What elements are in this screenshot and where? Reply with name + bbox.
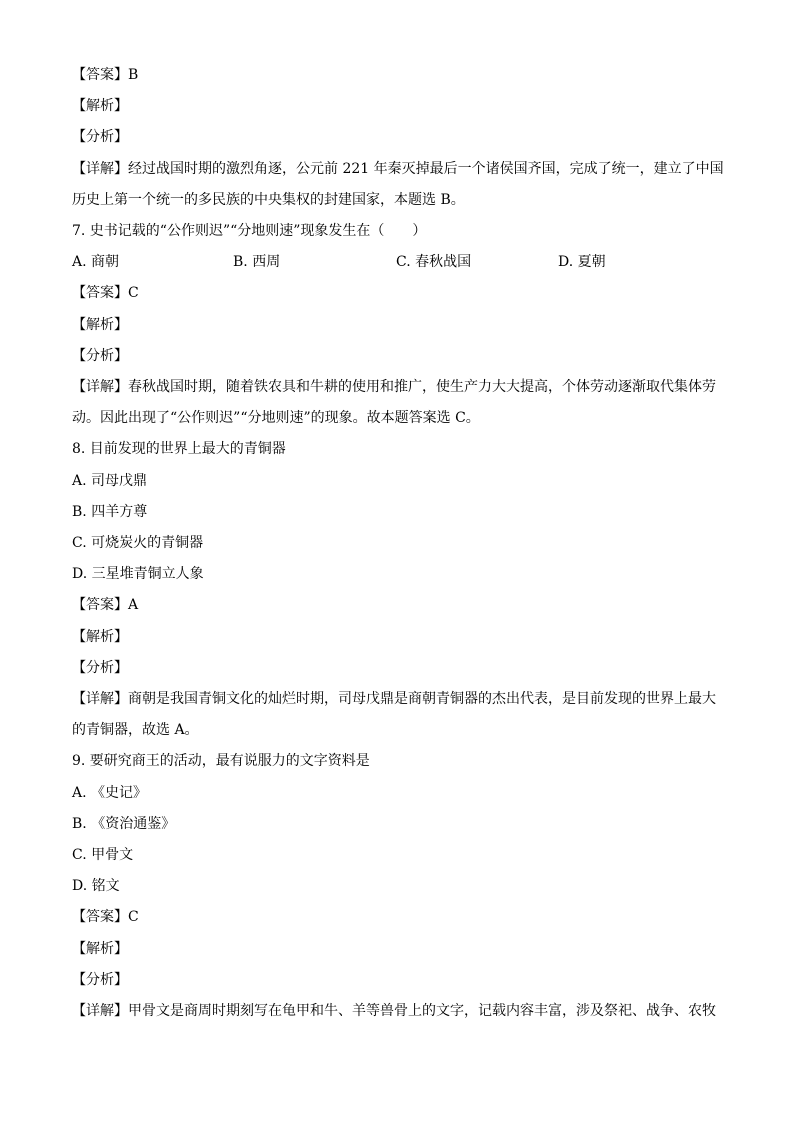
section-tag: 【解析】 — [72, 98, 128, 114]
text-line: B. 《资治通鉴》 — [72, 816, 176, 832]
section-text: C — [128, 285, 139, 301]
text-line: B. 四羊方尊 — [72, 504, 148, 520]
option-d: D. 夏朝 — [558, 254, 606, 270]
answer-section-line — [72, 159, 722, 179]
text-line: 历史上第一个统一的多民族的中央集权的封建国家，本题选 B。 — [72, 192, 465, 208]
answer-section-line — [72, 595, 722, 615]
option-b: B. 西周 — [233, 254, 281, 270]
section-tag: 【答案】 — [72, 597, 128, 613]
answer-section-line — [72, 627, 722, 647]
answer-section-line — [72, 65, 722, 85]
section-tag: 【分析】 — [72, 129, 128, 145]
answer-section-line — [72, 689, 722, 709]
section-tag: 【分析】 — [72, 660, 128, 676]
answer-section-line — [72, 127, 722, 147]
answer-section-line — [72, 658, 722, 678]
answer-section-line — [72, 1001, 722, 1021]
text-line: C. 甲骨文 — [72, 847, 134, 863]
section-text: 甲骨文是商周时期刻写在龟甲和牛、羊等兽骨上的文字，记载内容丰富，涉及祭祀、战争、农牧 — [128, 1003, 716, 1019]
option-c: C. 春秋战国 — [396, 254, 472, 270]
question-stem: 7. 史书记载的“公作则迟”“分地则速”现象发生在（ ） — [72, 223, 427, 239]
answer-section-line — [72, 377, 722, 397]
section-text: C — [128, 909, 139, 925]
question-stem: 8. 目前发现的世界上最大的青铜器 — [72, 441, 286, 457]
section-text: 春秋战国时期，随着铁农具和牛耕的使用和推广，使生产力大大提高，个体劳动逐渐取代集体劳 — [128, 379, 716, 395]
answer-section-line — [72, 315, 722, 335]
section-text: 经过战国时期的激烈角逐，公元前 221 年秦灭掉最后一个诸侯国齐国，完成了统一，建立了中国 — [128, 161, 724, 177]
text-line: D. 铭文 — [72, 878, 120, 894]
section-tag: 【详解】 — [72, 379, 128, 395]
section-tag: 【解析】 — [72, 317, 128, 333]
answer-section-line — [72, 907, 722, 927]
answer-section-line — [72, 970, 722, 990]
section-tag: 【答案】 — [72, 909, 128, 925]
section-tag: 【分析】 — [72, 348, 128, 364]
text-line: A. 《史记》 — [72, 785, 148, 801]
section-text: B — [128, 67, 139, 83]
text-line: A. 司母戊鼎 — [72, 473, 148, 489]
section-tag: 【详解】 — [72, 161, 128, 177]
section-tag: 【解析】 — [72, 629, 128, 645]
text-line: 的青铜器，故选 A。 — [72, 722, 199, 738]
section-text: A — [128, 597, 139, 613]
section-tag: 【答案】 — [72, 285, 128, 301]
section-tag: 【分析】 — [72, 972, 128, 988]
section-tag: 【解析】 — [72, 941, 128, 957]
answer-section-line — [72, 96, 722, 116]
answer-section-line — [72, 939, 722, 959]
section-tag: 【详解】 — [72, 691, 128, 707]
section-tag: 【答案】 — [72, 67, 128, 83]
section-tag: 【详解】 — [72, 1003, 128, 1019]
text-line: D. 三星堆青铜立人象 — [72, 566, 204, 582]
text-line: C. 可烧炭火的青铜器 — [72, 535, 204, 551]
option-a: A. 商朝 — [72, 254, 120, 270]
section-text: 商朝是我国青铜文化的灿烂时期，司母戊鼎是商朝青铜器的杰出代表，是目前发现的世界上最大 — [128, 691, 716, 707]
question-stem: 9. 要研究商王的活动，最有说服力的文字资料是 — [72, 753, 370, 769]
answer-section-line — [72, 346, 722, 366]
answer-section-line — [72, 283, 722, 303]
text-line: 动。因此出现了“公作则迟”“分地则速”的现象。故本题答案选 C。 — [72, 410, 480, 426]
